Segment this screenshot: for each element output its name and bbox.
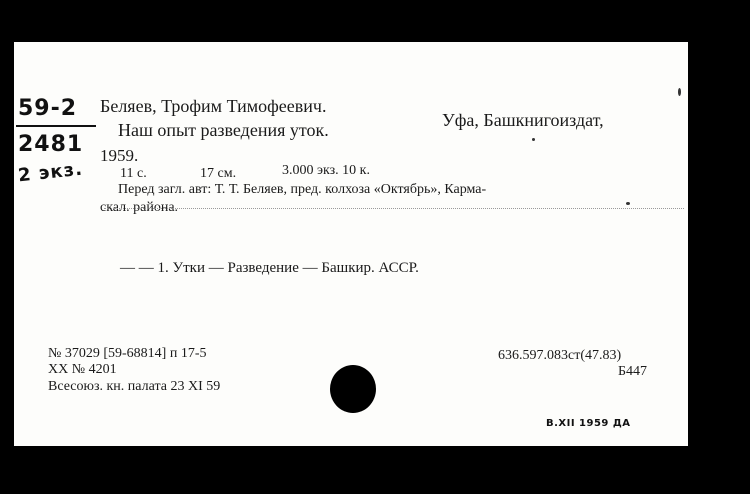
author-note-line2: скал. района.: [100, 200, 179, 215]
call-number-underline: [16, 125, 96, 127]
collation-pages: 11 с.: [120, 166, 147, 181]
date-stamp: В.XII 1959 ДА: [546, 418, 631, 429]
registry-chamber: Всесоюз. кн. палата 23 XI 59: [48, 379, 221, 394]
author-mark: Б447: [618, 364, 648, 379]
imprint-year: 1959.: [100, 146, 139, 165]
subject-headings: — — 1. Утки — Разведение — Башкир. АССР.: [120, 260, 419, 276]
dotted-line: [104, 208, 684, 209]
call-number-shelf: 59-2: [18, 96, 78, 121]
collation-size: 17 см.: [200, 166, 237, 181]
udc-index: 636.597.083ст(47.83): [498, 348, 622, 363]
speck: [626, 202, 630, 205]
speck: [532, 138, 535, 141]
speck: [678, 88, 681, 96]
call-number-inventory: 2481: [18, 132, 84, 157]
catalog-card: [14, 42, 688, 446]
collation-copies-price: 3.000 экз. 10 к.: [282, 163, 370, 178]
book-title: Наш опыт разведения уток.: [118, 120, 329, 140]
author-note-line1: Перед загл. авт: Т. Т. Беляев, пред. колхоза «Октябрь», Карма-: [118, 182, 487, 197]
author-heading: Беляев, Трофим Тимофеевич.: [100, 96, 327, 116]
imprint-publisher: Уфа, Башкнигоиздат,: [442, 110, 604, 130]
registry-number: № 37029 [59-68814] п 17-5: [48, 346, 207, 361]
registry-xx-number: XX № 4201: [48, 362, 117, 377]
call-number-copies: 2 экз.: [17, 158, 84, 187]
punch-hole: [330, 365, 376, 413]
